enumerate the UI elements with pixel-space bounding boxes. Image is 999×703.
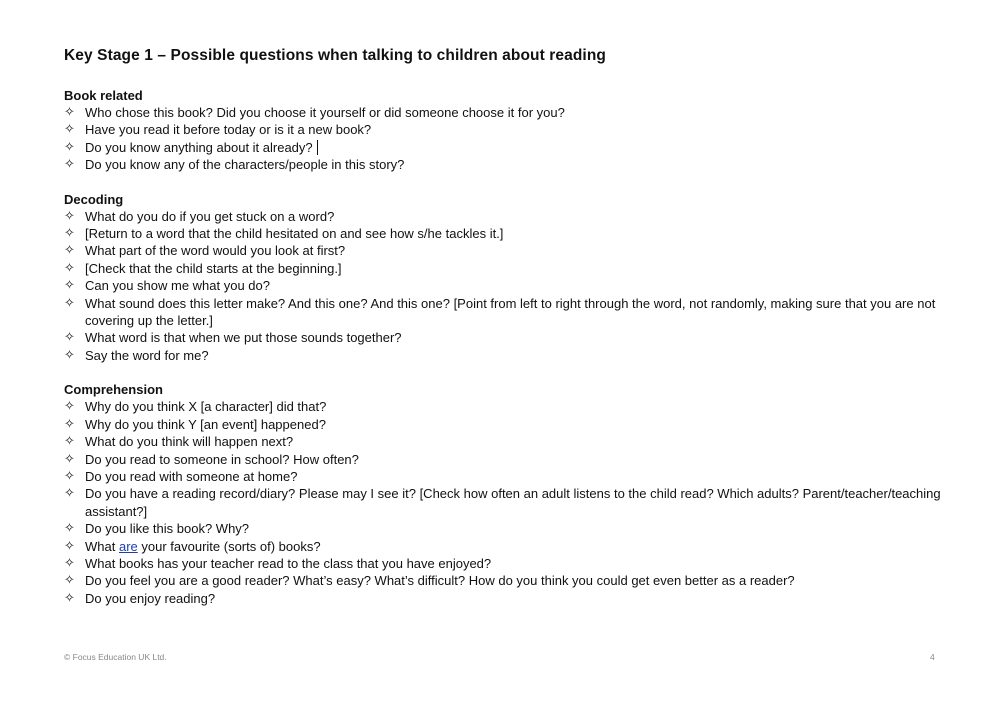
list-item bbox=[64, 208, 944, 225]
question-text: What word is that when we put those sounds together? bbox=[85, 330, 402, 346]
question-text: Can you show me what you do? bbox=[85, 278, 270, 294]
four-point-star-icon: ✧ bbox=[64, 278, 75, 294]
list-item bbox=[64, 104, 944, 121]
four-point-star-icon: ✧ bbox=[64, 157, 75, 173]
question-text: Do you like this book? Why? bbox=[85, 521, 250, 537]
four-point-star-icon: ✧ bbox=[64, 295, 75, 311]
four-point-star-icon: ✧ bbox=[64, 555, 75, 571]
question-text: [Check that the child starts at the beginning.] bbox=[85, 260, 342, 276]
four-point-star-icon: ✧ bbox=[64, 122, 75, 138]
list-item bbox=[64, 555, 944, 572]
question-text: What sound does this letter make? And this one? And this one? [Point from left to right through the word, not randomly, making sure that you are not covering up the letter.] bbox=[85, 295, 936, 329]
list-item bbox=[64, 468, 944, 485]
question-text: Do you know anything about it already? bbox=[85, 139, 313, 155]
four-point-star-icon: ✧ bbox=[64, 139, 75, 155]
list-item bbox=[64, 590, 944, 607]
list-item bbox=[64, 121, 944, 138]
question-text: Who chose this book? Did you choose it yourself or did someone choose it for you? bbox=[85, 105, 565, 120]
four-point-star-icon: ✧ bbox=[64, 105, 75, 120]
section-book-related bbox=[64, 87, 944, 174]
document-page bbox=[64, 47, 944, 607]
list-item bbox=[64, 242, 944, 259]
list-item bbox=[64, 416, 944, 433]
list-item bbox=[64, 398, 944, 415]
list-item bbox=[64, 225, 944, 242]
four-point-star-icon: ✧ bbox=[64, 521, 75, 537]
section-heading: Comprehension bbox=[64, 382, 163, 398]
question-list bbox=[64, 208, 944, 365]
list-item bbox=[64, 520, 944, 537]
question-text: Why do you think Y [an event] happened? bbox=[85, 416, 326, 432]
question-text: Why do you think X [a character] did that? bbox=[85, 399, 327, 415]
question-text: Do you have a reading record/diary? Please may I see it? [Check how often an adult listens to the child read? Which adults? Parent/teacher/teaching assistant?] bbox=[85, 486, 941, 519]
question-text: What books has your teacher read to the class that you have enjoyed? bbox=[85, 555, 492, 571]
question-list bbox=[64, 398, 944, 607]
text-cursor bbox=[317, 140, 318, 155]
list-item bbox=[64, 347, 944, 364]
four-point-star-icon: ✧ bbox=[64, 243, 75, 259]
list-item bbox=[64, 295, 944, 330]
four-point-star-icon: ✧ bbox=[64, 399, 75, 415]
four-point-star-icon: ✧ bbox=[64, 451, 75, 467]
four-point-star-icon: ✧ bbox=[64, 330, 75, 346]
footer-copyright: © Focus Education UK Ltd. bbox=[64, 652, 167, 662]
list-item bbox=[64, 451, 944, 468]
four-point-star-icon: ✧ bbox=[64, 434, 75, 450]
four-point-star-icon: ✧ bbox=[64, 260, 75, 276]
list-item bbox=[64, 433, 944, 450]
page-title: Key Stage 1 – Possible questions when talking to children about reading bbox=[64, 47, 606, 64]
four-point-star-icon: ✧ bbox=[64, 416, 75, 432]
list-item bbox=[64, 572, 944, 589]
underlined-word: are bbox=[118, 538, 138, 554]
list-item bbox=[64, 139, 944, 156]
question-text: What do you do if you get stuck on a word? bbox=[85, 208, 335, 224]
four-point-star-icon: ✧ bbox=[64, 486, 75, 502]
four-point-star-icon: ✧ bbox=[64, 226, 75, 242]
question-text: Do you read to someone in school? How often? bbox=[85, 451, 359, 467]
question-list bbox=[64, 104, 944, 174]
list-item bbox=[64, 260, 944, 277]
four-point-star-icon: ✧ bbox=[64, 468, 75, 484]
four-point-star-icon: ✧ bbox=[64, 538, 75, 554]
section-comprehension bbox=[64, 381, 944, 607]
page-number: 4 bbox=[930, 652, 935, 662]
list-item bbox=[64, 329, 944, 346]
four-point-star-icon: ✧ bbox=[64, 347, 75, 363]
question-text: [Return to a word that the child hesitated on and see how s/he tackles it.] bbox=[85, 226, 504, 242]
question-text: Have you read it before today or is it a new book? bbox=[85, 122, 372, 138]
question-text: What do you think will happen next? bbox=[85, 434, 294, 450]
list-item bbox=[64, 485, 944, 520]
question-text: Do you know any of the characters/people in this story? bbox=[85, 157, 405, 173]
question-text: Say the word for me? bbox=[85, 347, 209, 363]
list-item bbox=[64, 538, 944, 555]
question-text: What part of the word would you look at first? bbox=[85, 243, 346, 259]
section-decoding bbox=[64, 191, 944, 365]
list-item bbox=[64, 277, 944, 294]
section-heading: Decoding bbox=[64, 191, 124, 207]
question-text: Do you feel you are a good reader? What’s easy? What’s difficult? How do you think you could get even better as a reader? bbox=[85, 573, 795, 589]
four-point-star-icon: ✧ bbox=[64, 208, 75, 224]
question-text: What are your favourite (sorts of) books? bbox=[85, 538, 321, 554]
question-text: Do you read with someone at home? bbox=[85, 468, 298, 484]
question-text: Do you enjoy reading? bbox=[85, 590, 216, 606]
four-point-star-icon: ✧ bbox=[64, 573, 75, 589]
list-item bbox=[64, 156, 944, 173]
section-heading: Book related bbox=[64, 88, 143, 103]
four-point-star-icon: ✧ bbox=[64, 590, 75, 606]
